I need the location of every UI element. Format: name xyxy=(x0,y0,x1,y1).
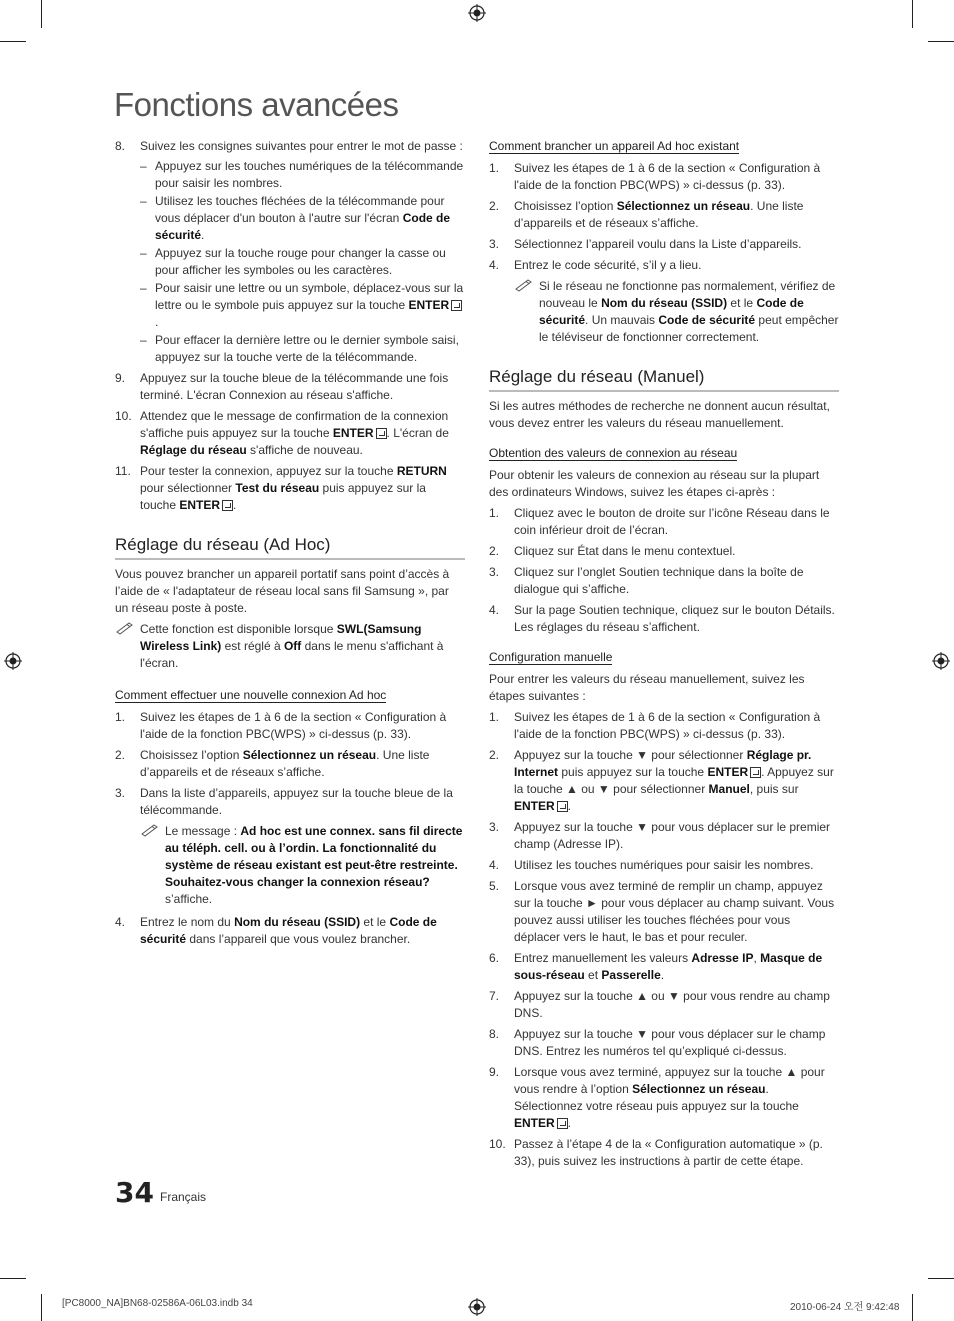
bold-term: Nom du réseau (SSID) xyxy=(601,296,728,310)
left-column xyxy=(115,138,465,952)
obtain-intro: Pour obtenir les valeurs de connexion au réseau sur la plupart des ordinateurs Windows, suivez les étapes ci-après : xyxy=(489,468,820,499)
list-item xyxy=(115,138,465,366)
bold-term: Réglage pr. Internet xyxy=(514,748,812,779)
dash-text: Appuyez sur les touches numériques de la télécommande pour saisir les nombres. xyxy=(155,159,464,190)
list-item: 2. Appuyez sur la touche ▼ pour sélectionner Réglage pr. Internet puis appuyez sur la touche ENTER . Appuyez sur la touche ▲ ou ▼ pour sélectionner Manuel, puis sur ENTER . xyxy=(489,748,834,813)
item-number: 2. xyxy=(489,199,500,213)
item-number: 1. xyxy=(489,506,500,520)
item-text: Suivez les étapes de 1 à 6 de la section « Configuration à l'aide de la fonction PBC(WPS) » ci-dessus (p. 33). xyxy=(514,161,821,192)
item-text: et le xyxy=(360,915,390,929)
right-column xyxy=(489,138,839,1174)
dash-list xyxy=(140,158,465,366)
note-text: s’affiche. xyxy=(165,892,213,906)
item-number: 5. xyxy=(489,879,500,893)
item-text: Cliquez sur l’onglet Soutien technique dans la boîte de dialogue qui s’affiche. xyxy=(514,565,804,596)
note-text: est réglé à xyxy=(221,639,284,653)
list-item xyxy=(489,950,839,984)
bold-term: Réglage du réseau xyxy=(140,443,247,457)
item-text: Lorsque vous avez terminé, appuyez sur la touche ▲ pour vous rendre à l’option xyxy=(514,1065,825,1096)
registration-mark-icon xyxy=(468,1298,486,1316)
bold-term: Ad hoc est une connex. sans fil directe au téléph. cell. ou à l’ordin. La fonctionnalité du système de réseau existant est peut-être restreinte. Souhaitez-vous changer la connexion réseau? xyxy=(165,824,463,889)
item-text: Dans la liste d’appareils, appuyez sur la touche bleue de la télécommande. xyxy=(140,786,453,817)
bold-term: Code de sécurité xyxy=(140,915,437,946)
item-number: 6. xyxy=(489,951,500,965)
item-text: puis appuyez sur la touche xyxy=(140,481,426,512)
list-item xyxy=(489,819,839,853)
item-text: et xyxy=(584,968,602,982)
subheading-existing: Comment brancher un appareil Ad hoc existant xyxy=(489,139,740,153)
item-number: 3. xyxy=(489,565,500,579)
list-item xyxy=(489,236,839,253)
list-item xyxy=(489,988,839,1022)
item-text: , puis sur xyxy=(749,782,799,796)
item-text: Entrez le code sécurité, s’il y a lieu. xyxy=(514,258,702,272)
item-text: Appuyez sur la touche bleue de la télécommande une fois terminé. L'écran Connexion au réseau s'affiche. xyxy=(140,371,449,402)
bold-term: Code de sécurité xyxy=(155,211,451,242)
bold-term: Adresse IP xyxy=(691,951,754,965)
bold-term: Off xyxy=(283,639,302,653)
registration-mark-icon xyxy=(468,4,486,22)
page-language: Français xyxy=(160,1190,207,1204)
item-number: 3. xyxy=(489,237,500,251)
item-text: . L'écran de xyxy=(386,426,449,440)
list-item xyxy=(115,785,465,908)
item-number: 3. xyxy=(489,820,500,834)
item-text: Suivez les étapes de 1 à 6 de la section « Configuration à l'aide de la fonction PBC(WPS) » ci-dessus (p. 33). xyxy=(140,710,447,741)
note xyxy=(115,621,465,672)
section-heading-adhoc: Réglage du réseau (Ad Hoc) xyxy=(115,534,465,560)
item-number: 8. xyxy=(489,1027,500,1041)
list-item xyxy=(489,160,839,194)
item-number: 4. xyxy=(489,258,500,272)
list-item xyxy=(489,505,839,539)
enter-icon xyxy=(376,428,387,439)
list-item xyxy=(115,370,465,404)
enter-icon xyxy=(750,767,761,778)
bold-term: Sélectionnez un réseau xyxy=(242,748,377,762)
list-item xyxy=(489,878,839,946)
item-text: . Sélectionnez votre réseau puis appuyez sur la touche xyxy=(514,1082,799,1113)
list-item xyxy=(489,543,839,560)
enter-key-label: ENTER xyxy=(514,799,555,813)
page-title: Fonctions avancées xyxy=(114,86,399,123)
item-text: Suivez les consignes suivantes pour entrer le mot de passe : xyxy=(140,139,463,153)
item-number: 11. xyxy=(115,464,131,478)
print-file-info: [PC8000_NA]BN68-02586A-06L03.indb 34 xyxy=(62,1298,253,1309)
list-item xyxy=(489,257,839,346)
item-text: Appuyez sur la touche ▼ pour vous déplacer sur le premier champ (Adresse IP). xyxy=(514,820,831,851)
enter-key-label: ENTER xyxy=(707,765,749,779)
item-text: . xyxy=(660,968,665,982)
note-text: . Un mauvais xyxy=(585,313,659,327)
enter-key-label: ENTER xyxy=(514,1116,555,1130)
bold-term: Masque de sous-réseau xyxy=(514,951,823,982)
item-text: , xyxy=(753,951,761,965)
enter-key-label: ENTER xyxy=(408,298,450,312)
note xyxy=(140,823,465,908)
return-key-label: RETURN xyxy=(396,464,447,478)
note-text: Si le réseau ne fonctionne pas normalement, vérifiez de nouveau le xyxy=(539,279,836,310)
enter-key-label: ENTER xyxy=(179,498,221,512)
item-text: . Une liste d’appareils et de réseaux s’affiche. xyxy=(514,199,804,230)
note-text: Cette fonction est disponible lorsque xyxy=(140,622,337,636)
registration-mark-icon xyxy=(4,652,22,670)
bold-term: Passerelle xyxy=(601,968,661,982)
adhoc-intro: Vous pouvez brancher un appareil portatif sans point d’accès à l’aide de « l'adaptateur de réseau local sans fil Samsung », par un réseau poste à poste. xyxy=(115,567,450,615)
bold-term: Code de sécurité xyxy=(658,313,756,327)
print-date-info: 2010-06-24 오전 9:42:48 xyxy=(790,1302,900,1313)
bold-term: Test du réseau xyxy=(235,481,320,495)
item-number: 1. xyxy=(489,161,500,175)
list-item xyxy=(489,1136,839,1170)
bold-term: Nom du réseau (SSID) xyxy=(234,915,361,929)
pencil-note-icon xyxy=(140,823,160,837)
item-number: 4. xyxy=(489,858,500,872)
crop-mark xyxy=(0,41,26,42)
item-text: Appuyez sur la touche ▼ pour vous déplacer sur le champ DNS. Entrez les numéros tel qu’expliqué ci-dessus. xyxy=(514,1027,826,1058)
item-text: Attendez que le message de confirmation de la connexion s'affiche puis appuyez sur la touche xyxy=(140,409,449,440)
item-number: 4. xyxy=(489,603,500,617)
item-number: 2. xyxy=(115,748,126,762)
item-number: 1. xyxy=(489,710,500,724)
pencil-note-icon xyxy=(514,278,534,292)
item-text: Entrez manuellement les valeurs xyxy=(514,951,692,965)
subheading-manual-config: Configuration manuelle xyxy=(489,650,613,664)
config-intro: Pour entrer les valeurs du réseau manuellement, suivez les étapes suivantes : xyxy=(489,672,805,703)
dash-item: – Utilisez les touches fléchées de la télécommande pour vous déplacer d'un bouton à l'autre sur l'écran Code de sécurité. xyxy=(140,193,465,244)
note-text: et le xyxy=(727,296,757,310)
list-item xyxy=(489,564,839,598)
item-number: 2. xyxy=(489,544,500,558)
item-text: s'affiche de nouveau. xyxy=(246,443,363,457)
note-text: Le message : xyxy=(165,824,241,838)
crop-mark xyxy=(928,41,954,42)
item-number: 2. xyxy=(489,748,500,762)
item-text: Cliquez sur État dans le menu contextuel. xyxy=(514,544,736,558)
item-number: 7. xyxy=(489,989,500,1003)
enter-icon xyxy=(557,801,568,812)
item-number: 8. xyxy=(115,139,126,153)
page-number: 34 xyxy=(115,1176,154,1209)
dash-text: Appuyez sur la touche rouge pour changer la casse ou pour afficher les symboles ou les caractères. xyxy=(155,246,446,277)
dash-item xyxy=(140,332,465,366)
dash-text: Pour effacer la dernière lettre ou le dernier symbole saisi, appuyez sur la touche verte de la télécommande. xyxy=(155,333,459,364)
enter-icon xyxy=(222,500,233,511)
crop-mark xyxy=(912,0,913,28)
item-text: dans l’appareil que vous voulez brancher. xyxy=(186,932,411,946)
item-text: Pour tester la connexion, appuyez sur la touche xyxy=(140,464,397,478)
item-text: . Appuyez sur la touche ▲ ou ▼ pour sélectionner xyxy=(514,765,834,796)
item-text: Suivez les étapes de 1 à 6 de la section « Configuration à l'aide de la fonction PBC(WPS) » ci-dessus (p. 33). xyxy=(514,710,821,741)
item-text: Choisissez l’option xyxy=(514,199,617,213)
note xyxy=(514,278,839,346)
item-text: Lorsque vous avez terminé de remplir un champ, appuyez sur la touche ► pour vous déplacer au champ suivant. Vous pouvez aussi utiliser les touches fléchées pour vous déplacer vers le haut, le bas et pour reculer. xyxy=(514,879,835,944)
section-heading-manual: Réglage du réseau (Manuel) xyxy=(489,366,839,392)
list-item xyxy=(489,1026,839,1060)
item-text: Entrez le nom du xyxy=(140,915,235,929)
item-text: Cliquez avec le bouton de droite sur l’icône Réseau dans le coin inférieur droit de l’écran. xyxy=(514,506,830,537)
bold-term: SWL(Samsung Wireless Link) xyxy=(140,622,422,653)
note-text: peut empêcher le téléviseur de fonctionner correctement. xyxy=(539,313,839,344)
crop-mark xyxy=(0,1278,26,1279)
list-item xyxy=(489,198,839,232)
list-item xyxy=(115,408,465,459)
list-item: 9. Lorsque vous avez terminé, appuyez sur la touche ▲ pour vous rendre à l’option Sélectionnez un réseau. Sélectionnez votre réseau puis appuyez sur la touche ENTER . xyxy=(489,1065,825,1130)
list-item xyxy=(115,709,465,743)
bold-term: Sélectionnez un réseau xyxy=(632,1082,766,1096)
item-text: Sélectionnez l’appareil voulu dans la Liste d’appareils. xyxy=(514,237,802,251)
item-text: Appuyez sur la touche ▲ ou ▼ pour vous rendre au champ DNS. xyxy=(514,989,830,1020)
item-text: Choisissez l’option xyxy=(140,748,243,762)
list-item xyxy=(489,602,839,636)
list-item xyxy=(115,914,465,948)
list-item: 11. Pour tester la connexion, appuyez sur la touche RETURN pour sélectionner Test du réseau puis appuyez sur la touche ENTER . xyxy=(115,464,447,512)
crop-mark xyxy=(41,1294,42,1321)
item-text: Sur la page Soutien technique, cliquez sur le bouton Détails. Les réglages du réseau s’affichent. xyxy=(514,603,835,634)
dash-item xyxy=(140,158,465,192)
item-text: puis appuyez sur la touche xyxy=(558,765,708,779)
bold-term: Manuel xyxy=(708,782,750,796)
manual-intro: Si les autres méthodes de recherche ne donnent aucun résultat, vous devez entrer les valeurs du réseau manuellement. xyxy=(489,399,830,430)
subheading-obtain: Obtention des valeurs de connexion au réseau xyxy=(489,446,738,460)
item-number: 3. xyxy=(115,786,126,800)
item-text: Utilisez les touches numériques pour saisir les nombres. xyxy=(514,858,814,872)
crop-mark xyxy=(912,1294,913,1321)
dash-item xyxy=(140,245,465,279)
item-number: 10. xyxy=(489,1137,506,1151)
crop-mark xyxy=(41,0,42,28)
dash-item: – Pour saisir une lettre ou un symbole, déplacez-vous sur la lettre ou le symbole puis appuyez sur la touche ENTER. xyxy=(140,280,465,331)
item-number: 10. xyxy=(115,409,132,423)
item-number: 4. xyxy=(115,915,126,929)
subheading-new-connection: Comment effectuer une nouvelle connexion Ad hoc xyxy=(115,688,387,702)
crop-mark xyxy=(928,1278,954,1279)
bold-term: Code de sécurité xyxy=(539,296,804,327)
bold-term: Sélectionnez un réseau xyxy=(616,199,751,213)
item-text: . Une liste d’appareils et de réseaux s’affiche. xyxy=(140,748,430,779)
dash-text: Pour saisir une lettre ou un symbole, déplacez-vous sur la lettre ou le symbole puis appuyez sur la touche xyxy=(155,281,464,312)
enter-key-label: ENTER xyxy=(332,426,374,440)
item-number: 1. xyxy=(115,710,126,724)
list-item xyxy=(115,747,465,781)
dash-text: Utilisez les touches fléchées de la télécommande pour vous déplacer d'un bouton à l'autre sur l'écran xyxy=(155,194,445,225)
registration-mark-icon xyxy=(932,652,950,670)
enter-icon xyxy=(557,1118,568,1129)
note-text: dans le menu s'affichant à l'écran. xyxy=(140,639,444,670)
item-text: Passez à l’étape 4 de la « Configuration automatique » (p. 33), puis suivez les instructions à partir de cette étape. xyxy=(514,1137,823,1168)
list-item xyxy=(489,709,839,743)
list-item xyxy=(489,857,839,874)
item-number: 9. xyxy=(115,371,126,385)
pencil-note-icon xyxy=(115,621,135,635)
item-text: pour sélectionner xyxy=(140,481,236,495)
item-text: Appuyez sur la touche ▼ pour sélectionner xyxy=(514,748,747,762)
enter-icon xyxy=(451,300,462,311)
item-number: 9. xyxy=(489,1065,500,1079)
